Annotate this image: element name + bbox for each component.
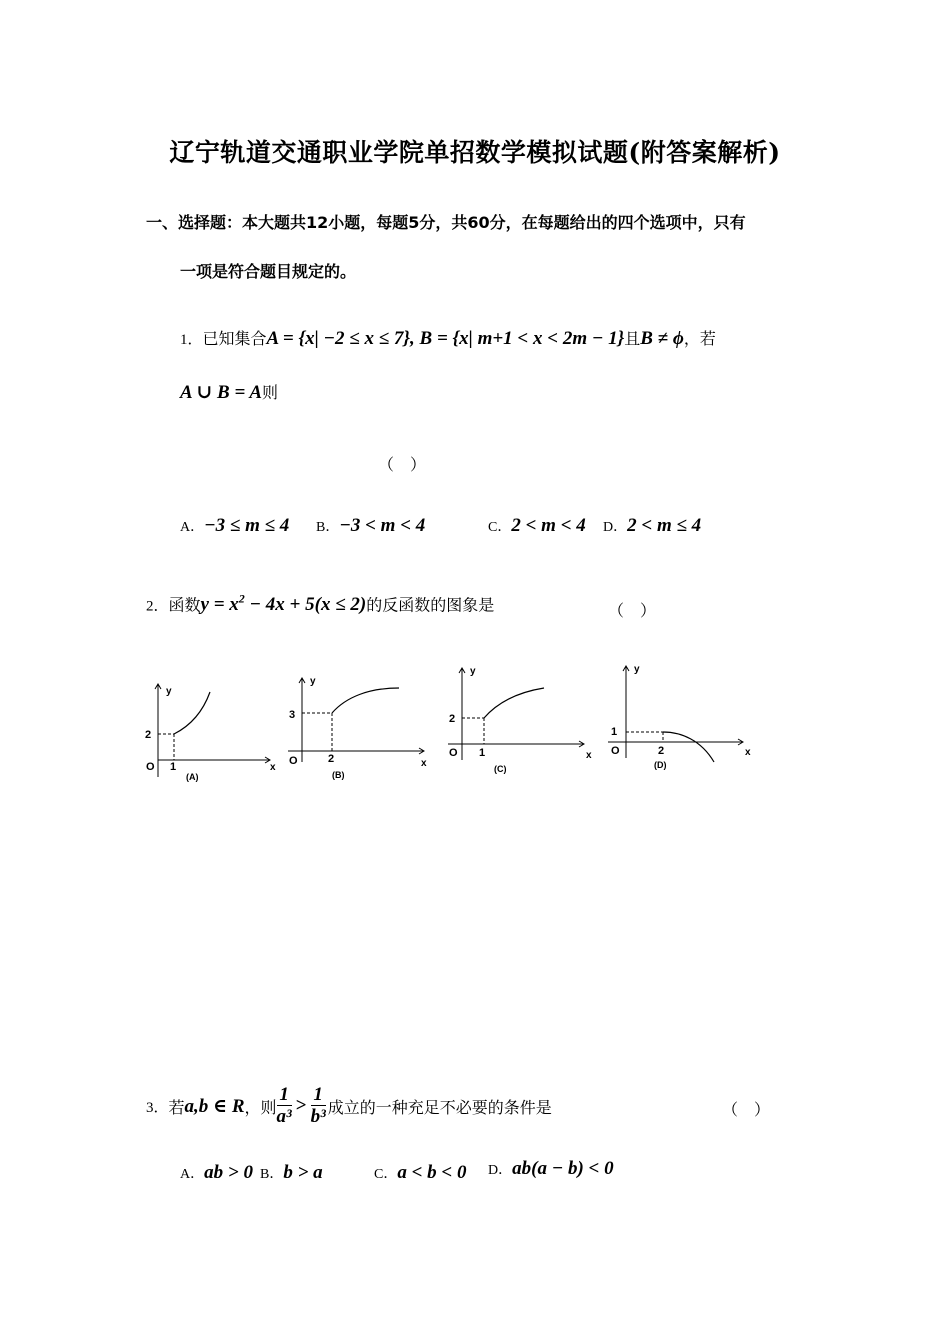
q1-option-a [180,515,289,537]
option-label: B． [316,520,340,535]
graph-a [140,672,280,787]
option-expression: −3 < m < 4 [339,515,426,536]
y-axis-label: y [634,664,640,675]
question-number: 3． [146,1099,169,1116]
page-title: 辽宁轨道交通职业学院单招数学模拟试题(附答案解析) [169,138,781,167]
origin-label: O [146,761,155,773]
option-label: C． [488,520,512,535]
y-tick-label: 2 [145,729,152,741]
graph-caption: (A) [186,772,199,782]
origin-label: O [611,745,620,757]
option-label: B． [260,1167,284,1182]
question-1-stem-line2 [180,380,278,404]
q1-option-d [603,515,701,537]
question-text: 且 [624,329,641,348]
y-axis-label: y [470,666,476,677]
graph-caption: (D) [654,760,667,770]
option-expression: b > a [283,1162,323,1183]
condition-expression: a,b ∈ R [184,1095,245,1117]
y-tick-label: 1 [611,726,618,738]
q3-option-c [374,1162,467,1184]
option-expression: ab(a − b) < 0 [512,1158,614,1179]
greater-than: > [295,1095,307,1116]
x-tick-label: 2 [658,745,665,757]
q1-option-c [488,515,586,537]
graph-caption: (B) [332,770,345,780]
set-expression: A = {x| −2 ≤ x ≤ 7}, B = {x| m+1 < x < 2m − 1} [266,328,625,349]
q3-option-b [260,1162,323,1184]
fraction-1: $\frac{1}{\text{a³}}$ [276,1083,292,1127]
y-axis-label: y [310,676,316,687]
question-1-stem [180,326,716,350]
answer-paren: （ ） [722,1100,771,1119]
option-label: D． [603,520,628,535]
origin-label: O [449,747,458,759]
condition-expression: B ≠ ϕ [640,328,684,349]
x-axis-label: x [745,747,751,758]
question-text: 若 [168,1097,185,1117]
y-axis-label: y [166,686,172,697]
origin-label: O [289,755,298,767]
q1-option-b [316,515,425,537]
question-2-stem [146,592,494,616]
y-tick-label: 2 [449,713,456,725]
question-text: 的反函数的图象是 [366,595,495,615]
union-expression: A ∪ B = A [180,382,263,403]
option-expression: a < b < 0 [397,1162,467,1183]
graph-c [444,660,599,780]
option-expression: ab > 0 [204,1162,253,1183]
q3-option-a [180,1162,253,1184]
graph-b [284,672,434,787]
answer-paren: （ ） [378,455,427,474]
graph-caption: (C) [494,764,507,774]
question-text: ，则 [244,1097,277,1117]
option-label: C． [374,1167,398,1182]
option-label: A． [180,1167,205,1182]
option-expression: 2 < m ≤ 4 [627,515,702,536]
question-text: 成立的一种充足不必要的条件是 [327,1097,552,1117]
section-heading-line1: 一、选择题：本大题共12小题，每题5分，共60分，在每题给出的四个选项中，只有 [146,213,746,232]
graph-d [606,660,756,780]
y-tick-label: 3 [289,709,296,721]
section-heading-line2: 一项是符合题目规定的。 [180,262,357,281]
option-label: A． [180,520,205,535]
option-label: D． [488,1163,513,1178]
fraction-2: $\frac{1}{\text{b³}}$ [310,1083,326,1127]
option-expression: −3 ≤ m ≤ 4 [204,515,290,536]
x-axis-label: x [421,758,427,769]
question-text: 则 [262,383,279,402]
x-tick-label: 1 [479,747,486,759]
q3-option-d [488,1158,614,1180]
x-tick-label: 1 [170,761,177,773]
question-text: 已知集合 [202,329,267,348]
x-axis-label: x [270,762,276,773]
question-text: ，若 [683,329,716,348]
question-number: 1． [180,332,203,348]
question-3-stem [146,1066,552,1146]
option-expression: 2 < m < 4 [511,515,586,536]
x-axis-label: x [586,750,592,761]
question-number: 2． [146,598,169,615]
question-text: 函数 [168,595,201,615]
function-expression: $y = x^2 - 4x + 5(x \le 2)$ [200,592,367,616]
x-tick-label: 2 [328,753,335,765]
answer-paren: （ ） [608,601,657,620]
